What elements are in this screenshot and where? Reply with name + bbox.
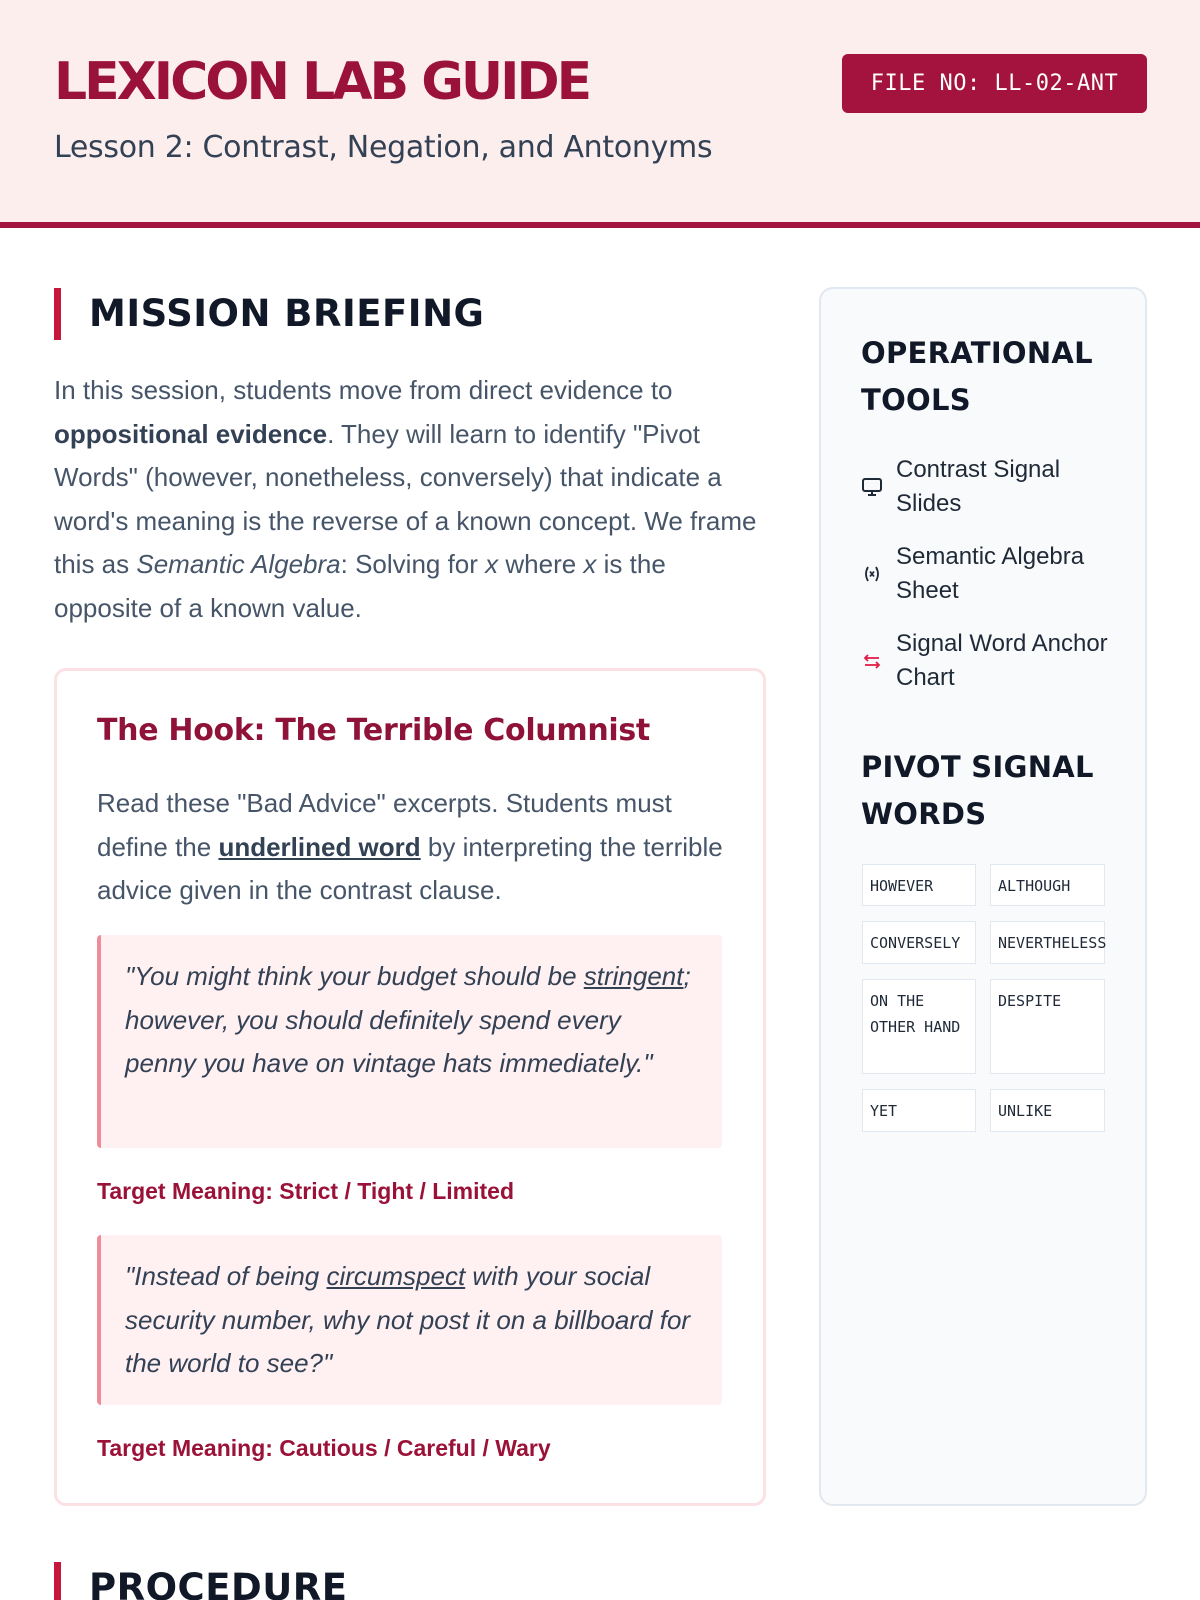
pivot-word-tag: ALTHOUGH xyxy=(990,864,1105,906)
pivot-word-tag: NEVERTHELESS xyxy=(990,921,1105,964)
underlined-word-term: underlined word xyxy=(218,831,421,862)
bad-advice-quote-1: "You might think your budget should be stringent; however, you should definitely spend every penny you have on vintage hats immediately." xyxy=(97,935,722,1148)
page-title: LEXICON LAB GUIDE xyxy=(54,52,590,112)
tool-signal-word-anchor-chart xyxy=(861,627,1121,694)
tool-label: Semantic Algebra Sheet xyxy=(896,543,1085,604)
pivot-word-tag: DESPITE xyxy=(990,979,1105,1074)
pivot-word-tag: ON THE OTHER HAND xyxy=(862,979,976,1074)
pivot-signal-words-heading: PIVOT SIGNAL WORDS xyxy=(861,750,1094,831)
pivot-word-tag: CONVERSELY xyxy=(862,921,976,964)
operational-tools-heading: OPERATIONAL TOOLS xyxy=(861,336,1093,417)
hook-intro: Read these "Bad Advice" excerpts. Students must define the underlined word by interpreting the terrible advice given in the contrast clause. xyxy=(97,788,723,905)
mission-briefing-heading: MISSION BRIEFING xyxy=(54,288,484,340)
variable-icon xyxy=(861,563,883,585)
page-header xyxy=(0,0,1200,228)
target-word-circumspect: circumspect xyxy=(326,1261,466,1291)
target-meaning-2: Target Meaning: Cautious / Careful / Wary xyxy=(97,1435,551,1461)
monitor-icon xyxy=(861,476,883,498)
page-subtitle: Lesson 2: Contrast, Negation, and Antonyms xyxy=(54,130,713,165)
oppositional-evidence-term: oppositional evidence xyxy=(54,418,328,449)
file-number-badge: FILE NO: LL-02-ANT xyxy=(842,54,1147,113)
target-word-stringent: stringent xyxy=(583,961,684,991)
bad-advice-quote-2: "Instead of being circumspect with your social security number, why not post it on a billboard for the world to see?" xyxy=(97,1235,722,1405)
hook-card xyxy=(54,668,766,1506)
target-meaning-1: Target Meaning: Strict / Tight / Limited xyxy=(97,1178,514,1204)
sidebar xyxy=(819,287,1147,1506)
pivot-word-tag: UNLIKE xyxy=(990,1089,1105,1132)
semantic-algebra-term: Semantic Algebra xyxy=(136,549,341,579)
tool-semantic-algebra-sheet xyxy=(861,540,1121,607)
tool-contrast-signal-slides xyxy=(861,453,1121,520)
hook-title: The Hook: The Terrible Columnist xyxy=(97,713,650,748)
procedure-heading: PROCEDURE xyxy=(54,1562,348,1600)
tool-label: Signal Word Anchor Chart xyxy=(896,630,1108,691)
pivot-word-tag: YET xyxy=(862,1089,976,1132)
mission-briefing-text: In this session, students move from direct evidence to oppositional evidence. They will learn to identify "Pivot Words" (however, nonetheless, conversely) that indicate a word's meaning is the reverse of a known concept. We frame this as Semantic Algebra: Solving for x where x is the opposite of a known value. xyxy=(54,375,757,623)
tool-label: Contrast Signal Slides xyxy=(896,456,1061,517)
swap-arrows-icon xyxy=(861,650,883,672)
pivot-word-tag: HOWEVER xyxy=(862,864,976,906)
